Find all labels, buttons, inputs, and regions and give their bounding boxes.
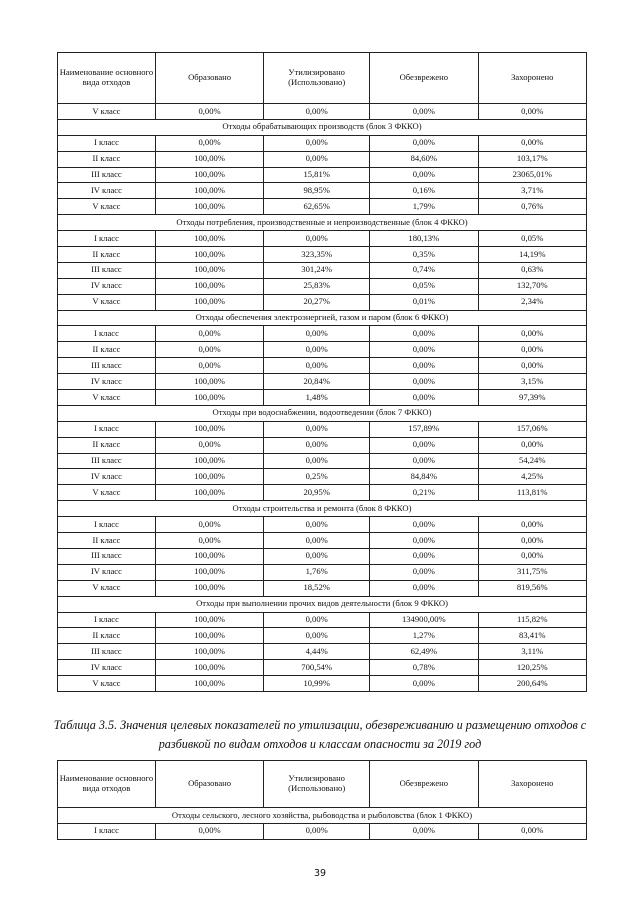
cell-class: III класс bbox=[58, 644, 156, 660]
cell-utilized: 0,00% bbox=[264, 548, 370, 564]
column-header-generated: Образовано bbox=[155, 761, 263, 808]
cell-class: III класс bbox=[58, 262, 156, 278]
cell-neutralized: 134900,00% bbox=[370, 612, 478, 628]
cell-utilized: 0,00% bbox=[264, 151, 370, 167]
table-row bbox=[58, 199, 587, 215]
cell-generated: 100,00% bbox=[155, 247, 263, 263]
block-header-row bbox=[58, 501, 587, 517]
cell-buried: 0,00% bbox=[478, 437, 586, 453]
table-row bbox=[58, 278, 587, 294]
cell-utilized: 700,54% bbox=[264, 660, 370, 676]
cell-generated: 100,00% bbox=[155, 231, 263, 247]
cell-neutralized: 0,00% bbox=[370, 453, 478, 469]
cell-neutralized: 0,16% bbox=[370, 183, 478, 199]
column-header-utilized: Утилизировано (Использовано) bbox=[264, 53, 370, 104]
cell-buried: 200,64% bbox=[478, 676, 586, 692]
table-row bbox=[58, 533, 587, 549]
cell-utilized: 20,27% bbox=[264, 294, 370, 310]
table-row bbox=[58, 453, 587, 469]
table-row bbox=[58, 151, 587, 167]
cell-utilized: 25,83% bbox=[264, 278, 370, 294]
table-row bbox=[58, 421, 587, 437]
cell-neutralized: 0,00% bbox=[370, 548, 478, 564]
table-row bbox=[58, 326, 587, 342]
block-title: Отходы строительства и ремонта (блок 8 ФККО) bbox=[58, 501, 587, 517]
cell-generated: 100,00% bbox=[155, 278, 263, 294]
cell-class: V класс bbox=[58, 390, 156, 406]
block-title: Отходы обеспечения электроэнергией, газом и паром (блок 6 ФККО) bbox=[58, 310, 587, 326]
cell-utilized: 323,35% bbox=[264, 247, 370, 263]
cell-generated: 100,00% bbox=[155, 612, 263, 628]
cell-class: II класс bbox=[58, 533, 156, 549]
cell-utilized: 0,00% bbox=[264, 437, 370, 453]
table-row bbox=[58, 564, 587, 580]
cell-utilized: 0,00% bbox=[264, 533, 370, 549]
cell-utilized: 4,44% bbox=[264, 644, 370, 660]
table-row bbox=[58, 612, 587, 628]
cell-neutralized: 0,78% bbox=[370, 660, 478, 676]
cell-utilized: 62,65% bbox=[264, 199, 370, 215]
waste-indicators-table-2019 bbox=[57, 760, 587, 840]
cell-generated: 0,00% bbox=[155, 533, 263, 549]
cell-buried: 120,25% bbox=[478, 660, 586, 676]
cell-utilized: 0,00% bbox=[264, 358, 370, 374]
table-row bbox=[58, 135, 587, 151]
cell-class: IV класс bbox=[58, 374, 156, 390]
cell-neutralized: 0,00% bbox=[370, 564, 478, 580]
cell-utilized: 0,00% bbox=[264, 104, 370, 120]
cell-buried: 115,82% bbox=[478, 612, 586, 628]
cell-buried: 0,00% bbox=[478, 104, 586, 120]
cell-buried: 97,39% bbox=[478, 390, 586, 406]
cell-class: V класс bbox=[58, 199, 156, 215]
table-row bbox=[58, 644, 587, 660]
column-header-utilized: Утилизировано (Использовано) bbox=[264, 761, 370, 808]
cell-utilized: 0,00% bbox=[264, 326, 370, 342]
cell-generated: 100,00% bbox=[155, 390, 263, 406]
cell-generated: 0,00% bbox=[155, 326, 263, 342]
cell-class: I класс bbox=[58, 823, 156, 839]
table-row bbox=[58, 469, 587, 485]
cell-buried: 0,00% bbox=[478, 358, 586, 374]
cell-buried: 4,25% bbox=[478, 469, 586, 485]
cell-neutralized: 0,00% bbox=[370, 104, 478, 120]
column-header-neutralized: Обезврежено bbox=[370, 761, 478, 808]
cell-buried: 0,00% bbox=[478, 823, 586, 839]
cell-buried: 3,71% bbox=[478, 183, 586, 199]
cell-utilized: 0,00% bbox=[264, 612, 370, 628]
cell-class: I класс bbox=[58, 135, 156, 151]
cell-class: III класс bbox=[58, 167, 156, 183]
table-row bbox=[58, 262, 587, 278]
cell-buried: 2,34% bbox=[478, 294, 586, 310]
cell-buried: 157,06% bbox=[478, 421, 586, 437]
table-row bbox=[58, 294, 587, 310]
cell-utilized: 98,95% bbox=[264, 183, 370, 199]
cell-buried: 0,00% bbox=[478, 548, 586, 564]
cell-utilized: 1,48% bbox=[264, 390, 370, 406]
column-header-buried: Захоронено bbox=[478, 53, 586, 104]
cell-generated: 100,00% bbox=[155, 421, 263, 437]
cell-class: II класс bbox=[58, 628, 156, 644]
cell-generated: 0,00% bbox=[155, 342, 263, 358]
cell-buried: 0,00% bbox=[478, 342, 586, 358]
cell-generated: 100,00% bbox=[155, 199, 263, 215]
cell-utilized: 301,24% bbox=[264, 262, 370, 278]
cell-utilized: 20,95% bbox=[264, 485, 370, 501]
cell-buried: 0,00% bbox=[478, 533, 586, 549]
cell-neutralized: 180,13% bbox=[370, 231, 478, 247]
cell-utilized: 0,00% bbox=[264, 421, 370, 437]
cell-class: III класс bbox=[58, 358, 156, 374]
cell-generated: 100,00% bbox=[155, 453, 263, 469]
cell-utilized: 0,00% bbox=[264, 231, 370, 247]
cell-class: III класс bbox=[58, 453, 156, 469]
cell-generated: 100,00% bbox=[155, 485, 263, 501]
cell-neutralized: 0,00% bbox=[370, 676, 478, 692]
cell-utilized: 1,76% bbox=[264, 564, 370, 580]
column-header-neutralized: Обезврежено bbox=[370, 53, 478, 104]
cell-class: V класс bbox=[58, 485, 156, 501]
block-header-row bbox=[58, 119, 587, 135]
table-row bbox=[58, 390, 587, 406]
cell-buried: 103,17% bbox=[478, 151, 586, 167]
table-row bbox=[58, 660, 587, 676]
waste-indicators-table-2018 bbox=[57, 52, 587, 692]
table-row bbox=[58, 342, 587, 358]
cell-generated: 100,00% bbox=[155, 644, 263, 660]
cell-generated: 100,00% bbox=[155, 660, 263, 676]
cell-utilized: 18,52% bbox=[264, 580, 370, 596]
cell-buried: 113,81% bbox=[478, 485, 586, 501]
cell-class: II класс bbox=[58, 151, 156, 167]
block-header-row bbox=[58, 808, 587, 824]
cell-neutralized: 0,00% bbox=[370, 358, 478, 374]
table-row bbox=[58, 374, 587, 390]
cell-buried: 3,15% bbox=[478, 374, 586, 390]
cell-neutralized: 0,00% bbox=[370, 167, 478, 183]
cell-buried: 311,75% bbox=[478, 564, 586, 580]
cell-class: V класс bbox=[58, 676, 156, 692]
cell-neutralized: 0,00% bbox=[370, 326, 478, 342]
cell-buried: 83,41% bbox=[478, 628, 586, 644]
table-row bbox=[58, 517, 587, 533]
cell-neutralized: 0,00% bbox=[370, 580, 478, 596]
cell-class: I класс bbox=[58, 421, 156, 437]
cell-utilized: 20,84% bbox=[264, 374, 370, 390]
column-header-waste-type: Наименование основного вида отходов bbox=[58, 53, 156, 104]
table-row bbox=[58, 676, 587, 692]
table-row bbox=[58, 580, 587, 596]
cell-generated: 0,00% bbox=[155, 823, 263, 839]
cell-buried: 0,05% bbox=[478, 231, 586, 247]
column-header-generated: Образовано bbox=[155, 53, 263, 104]
cell-utilized: 15,81% bbox=[264, 167, 370, 183]
cell-generated: 100,00% bbox=[155, 262, 263, 278]
cell-neutralized: 0,74% bbox=[370, 262, 478, 278]
cell-class: I класс bbox=[58, 517, 156, 533]
page-number: 39 bbox=[313, 868, 327, 879]
cell-generated: 100,00% bbox=[155, 469, 263, 485]
cell-buried: 3,11% bbox=[478, 644, 586, 660]
table-row bbox=[58, 167, 587, 183]
cell-neutralized: 0,00% bbox=[370, 135, 478, 151]
cell-class: V класс bbox=[58, 580, 156, 596]
cell-neutralized: 84,60% bbox=[370, 151, 478, 167]
table-row bbox=[58, 823, 587, 839]
cell-class: II класс bbox=[58, 342, 156, 358]
cell-generated: 100,00% bbox=[155, 294, 263, 310]
cell-buried: 14,19% bbox=[478, 247, 586, 263]
cell-class: III класс bbox=[58, 548, 156, 564]
cell-generated: 0,00% bbox=[155, 517, 263, 533]
cell-generated: 100,00% bbox=[155, 564, 263, 580]
cell-generated: 100,00% bbox=[155, 548, 263, 564]
cell-utilized: 0,00% bbox=[264, 342, 370, 358]
cell-buried: 23065,01% bbox=[478, 167, 586, 183]
cell-utilized: 0,00% bbox=[264, 517, 370, 533]
block-title: Отходы при водоснабжении, водоотведении (блок 7 ФККО) bbox=[58, 405, 587, 421]
block-header-row bbox=[58, 215, 587, 231]
table-caption: Таблица 3.5. Значения целевых показателей по утилизации, обезвреживанию и размещению отходов с разбивкой по видам отходов и классам опасности за 2019 год bbox=[53, 718, 587, 751]
cell-buried: 0,63% bbox=[478, 262, 586, 278]
cell-buried: 0,00% bbox=[478, 326, 586, 342]
cell-neutralized: 62,49% bbox=[370, 644, 478, 660]
table-row bbox=[58, 247, 587, 263]
cell-neutralized: 157,89% bbox=[370, 421, 478, 437]
cell-generated: 0,00% bbox=[155, 135, 263, 151]
cell-class: I класс bbox=[58, 326, 156, 342]
cell-neutralized: 0,21% bbox=[370, 485, 478, 501]
block-header-row bbox=[58, 310, 587, 326]
cell-buried: 0,00% bbox=[478, 517, 586, 533]
table-row bbox=[58, 628, 587, 644]
cell-buried: 819,56% bbox=[478, 580, 586, 596]
table-row bbox=[58, 183, 587, 199]
cell-generated: 100,00% bbox=[155, 167, 263, 183]
cell-utilized: 0,00% bbox=[264, 823, 370, 839]
table-header-row bbox=[58, 761, 587, 808]
cell-neutralized: 0,01% bbox=[370, 294, 478, 310]
block-title: Отходы при выполнении прочих видов деятельности (блок 9 ФККО) bbox=[58, 596, 587, 612]
cell-neutralized: 0,05% bbox=[370, 278, 478, 294]
cell-generated: 0,00% bbox=[155, 358, 263, 374]
table-row bbox=[58, 437, 587, 453]
cell-buried: 54,24% bbox=[478, 453, 586, 469]
table-row bbox=[58, 485, 587, 501]
cell-class: II класс bbox=[58, 247, 156, 263]
block-header-row bbox=[58, 405, 587, 421]
block-title: Отходы обрабатывающих производств (блок 3 ФККО) bbox=[58, 119, 587, 135]
table-row bbox=[58, 548, 587, 564]
cell-neutralized: 1,27% bbox=[370, 628, 478, 644]
cell-neutralized: 0,00% bbox=[370, 517, 478, 533]
cell-generated: 100,00% bbox=[155, 151, 263, 167]
cell-neutralized: 0,00% bbox=[370, 823, 478, 839]
cell-neutralized: 0,00% bbox=[370, 533, 478, 549]
cell-utilized: 0,00% bbox=[264, 628, 370, 644]
cell-neutralized: 0,00% bbox=[370, 390, 478, 406]
cell-class: I класс bbox=[58, 231, 156, 247]
cell-neutralized: 0,00% bbox=[370, 437, 478, 453]
cell-class: II класс bbox=[58, 437, 156, 453]
cell-neutralized: 0,00% bbox=[370, 374, 478, 390]
cell-utilized: 10,99% bbox=[264, 676, 370, 692]
cell-neutralized: 0,35% bbox=[370, 247, 478, 263]
cell-generated: 0,00% bbox=[155, 104, 263, 120]
cell-neutralized: 1,79% bbox=[370, 199, 478, 215]
cell-generated: 100,00% bbox=[155, 374, 263, 390]
cell-class: I класс bbox=[58, 612, 156, 628]
cell-utilized: 0,25% bbox=[264, 469, 370, 485]
cell-generated: 100,00% bbox=[155, 628, 263, 644]
cell-neutralized: 84,84% bbox=[370, 469, 478, 485]
cell-class: IV класс bbox=[58, 660, 156, 676]
table-row bbox=[58, 358, 587, 374]
cell-class: V класс bbox=[58, 294, 156, 310]
cell-neutralized: 0,00% bbox=[370, 342, 478, 358]
cell-class: V класс bbox=[58, 104, 156, 120]
block-title: Отходы сельского, лесного хозяйства, рыбоводства и рыболовства (блок 1 ФККО) bbox=[58, 808, 587, 824]
cell-generated: 100,00% bbox=[155, 183, 263, 199]
table-body bbox=[58, 104, 587, 692]
table-row bbox=[58, 231, 587, 247]
cell-buried: 0,00% bbox=[478, 135, 586, 151]
cell-generated: 0,00% bbox=[155, 437, 263, 453]
block-title: Отходы потребления, производственные и непроизводственные (блок 4 ФККО) bbox=[58, 215, 587, 231]
cell-generated: 100,00% bbox=[155, 676, 263, 692]
cell-buried: 0,76% bbox=[478, 199, 586, 215]
cell-utilized: 0,00% bbox=[264, 453, 370, 469]
column-header-buried: Захоронено bbox=[478, 761, 586, 808]
table-header-row bbox=[58, 53, 587, 104]
cell-class: IV класс bbox=[58, 469, 156, 485]
cell-utilized: 0,00% bbox=[264, 135, 370, 151]
cell-class: IV класс bbox=[58, 183, 156, 199]
cell-class: IV класс bbox=[58, 278, 156, 294]
cell-generated: 100,00% bbox=[155, 580, 263, 596]
block-header-row bbox=[58, 596, 587, 612]
table-row bbox=[58, 104, 587, 120]
column-header-waste-type: Наименование основного вида отходов bbox=[58, 761, 156, 808]
cell-class: IV класс bbox=[58, 564, 156, 580]
cell-buried: 132,70% bbox=[478, 278, 586, 294]
table-body bbox=[58, 808, 587, 840]
